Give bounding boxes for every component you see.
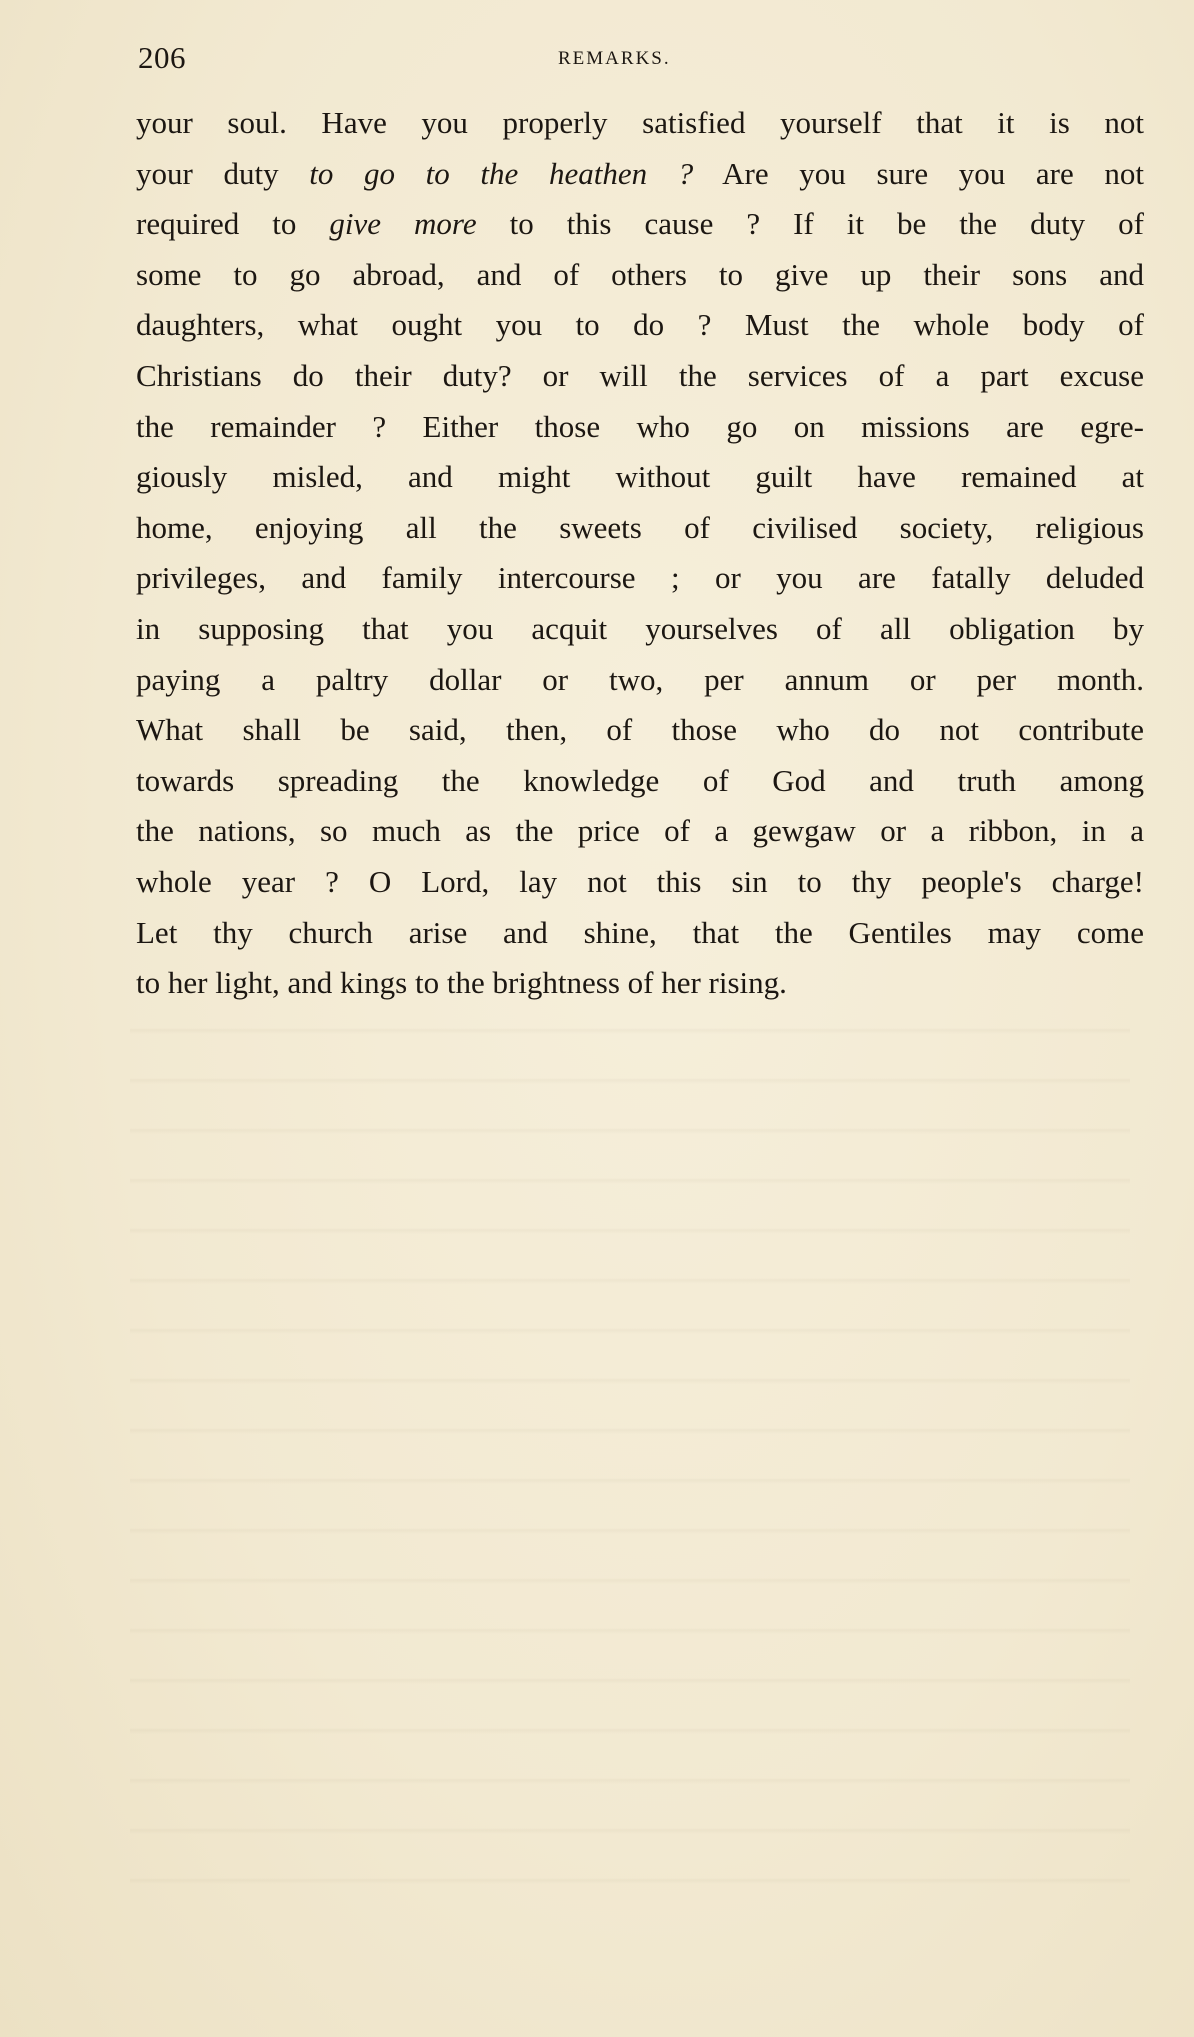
text-line: paying a paltry dollar or two, per annum or per month. xyxy=(136,661,1144,697)
text-line: some to go abroad, and of others to give up their sons and xyxy=(136,256,1144,292)
text-line: required to give more to this cause ? If it be the duty of xyxy=(136,206,1145,242)
text-line: Let thy church arise and shine, that the Gentiles may come xyxy=(136,914,1144,950)
text-line: giously misled, and might without guilt have remained at xyxy=(136,459,1144,495)
page-number: 206 xyxy=(138,40,186,75)
italic-emphasis: to go to the heathen ? xyxy=(309,155,694,191)
text-line: Christians do their duty? or will the services of a part excuse xyxy=(136,357,1144,393)
text-line: to her light, and kings to the brightness of her rising. xyxy=(136,965,787,1001)
text-line: your soul. Have you properly satisfied yourself that it is not xyxy=(136,105,1144,140)
text-line: daughters, what ought you to do ? Must the whole body of xyxy=(136,307,1144,343)
body-paragraph xyxy=(136,98,1144,1009)
italic-emphasis: give more xyxy=(329,206,477,242)
text-line: towards spreading the knowledge of God and truth among xyxy=(136,762,1144,798)
text-line: the remainder ? Either those who go on missions are egre- xyxy=(136,408,1144,444)
text-line: whole year ? O Lord, lay not this sin to thy people's charge! xyxy=(136,863,1144,899)
text-line: privileges, and family intercourse ; or you are fatally deluded xyxy=(136,560,1144,596)
page-header xyxy=(138,40,1118,84)
text-line: your duty to go to the heathen ? Are you sure you are not xyxy=(136,155,1144,191)
text-line: the nations, so much as the price of a gewgaw or a ribbon, in a xyxy=(136,813,1144,849)
text-line: What shall be said, then, of those who do not contribute xyxy=(136,712,1144,748)
running-head: REMARKS. xyxy=(558,48,671,69)
text-line: home, enjoying all the sweets of civilised society, religious xyxy=(136,509,1144,545)
text-line: in supposing that you acquit yourselves of all obligation by xyxy=(136,610,1144,646)
show-through-texture xyxy=(130,1000,1130,1900)
